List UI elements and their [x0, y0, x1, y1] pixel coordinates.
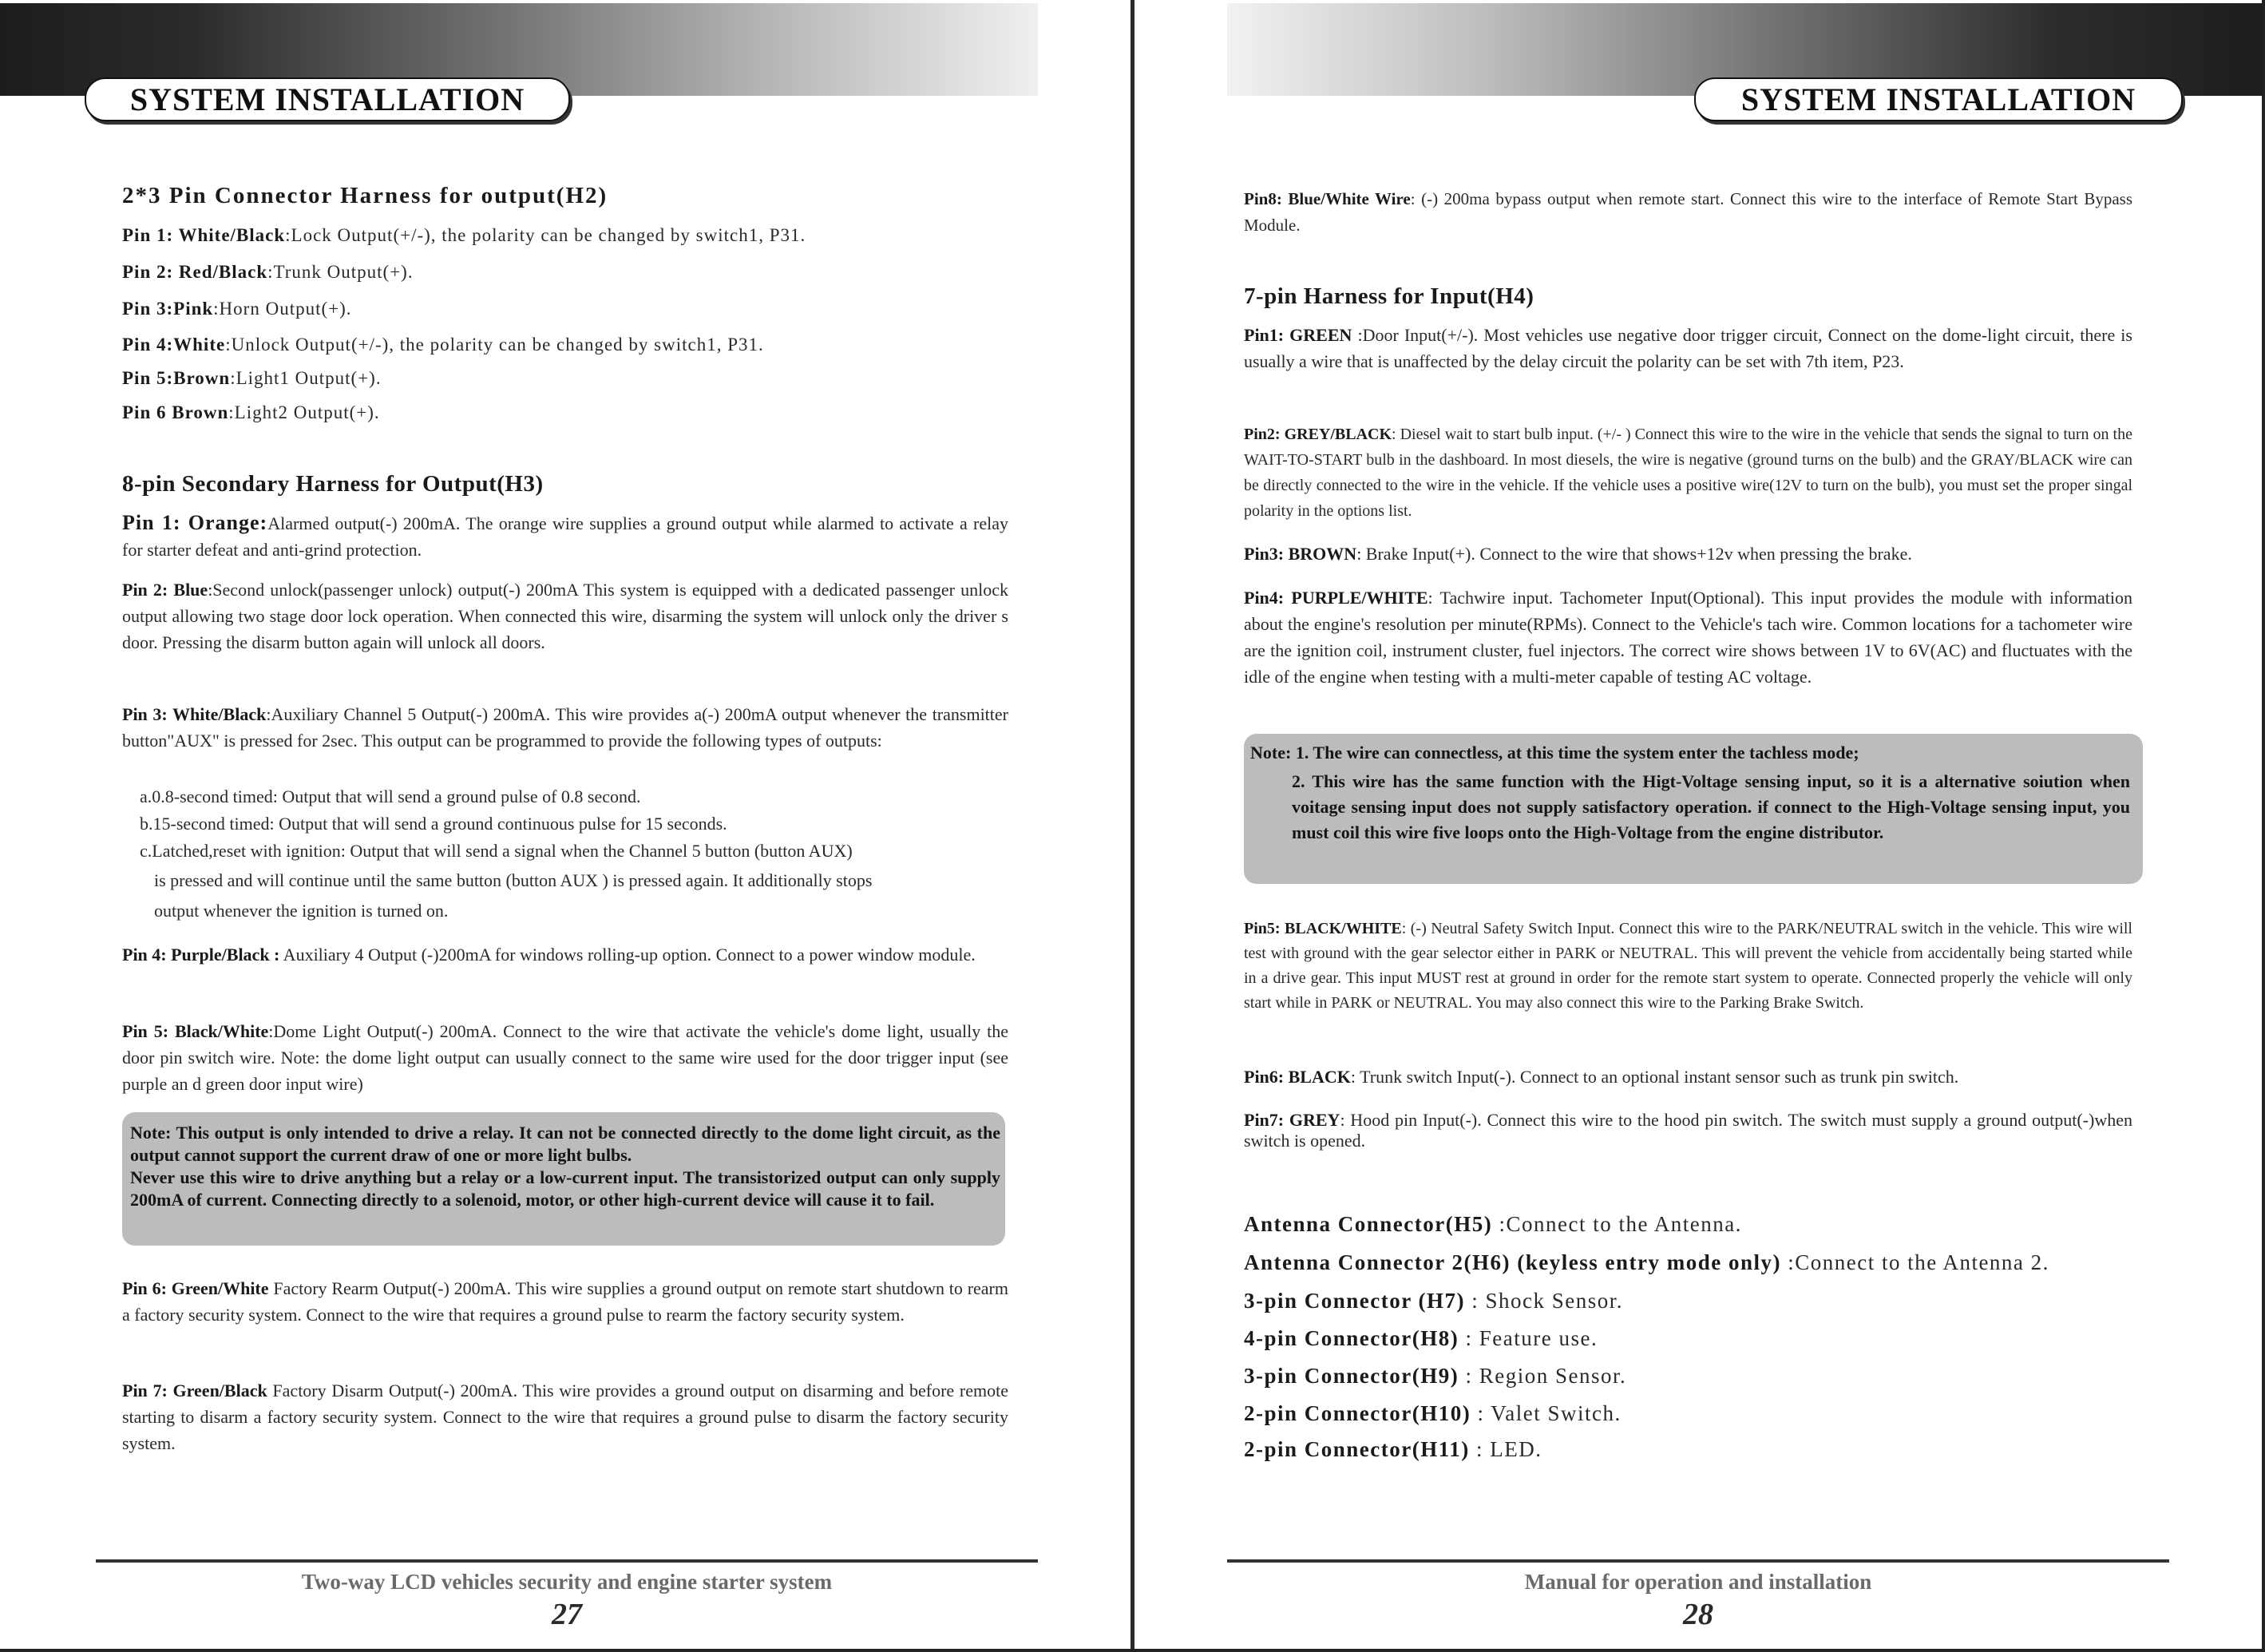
- pin-label: Pin8: Blue/White Wire: [1244, 189, 1411, 208]
- pin-label: Pin 2: Blue: [122, 580, 208, 600]
- h4-pin-1: [1244, 322, 2132, 374]
- h4-pin-7: [1244, 1110, 2132, 1151]
- pin8-blue-white: [1244, 186, 2132, 239]
- heading-h3: 8-pin Secondary Harness for Output(H3): [122, 471, 544, 497]
- footer-text: Manual for operation and installation: [1524, 1570, 1872, 1594]
- connector-label: 2-pin Connector(H10): [1244, 1401, 1471, 1425]
- connector-h9: [1244, 1364, 1626, 1389]
- pin-text: : Hood pin Input(-). Connect this wire to the hood pin switch. The switch must supply a ground output(-)when switch is opened.: [1244, 1110, 2132, 1151]
- pin-label: Pin4: PURPLE/WHITE: [1244, 588, 1428, 608]
- h4-pin-5: [1244, 917, 2132, 1016]
- note-line-2: Never use this wire to drive anything but a relay or a low-current input. The transistorized output can only supply 200mA of current. Connecting directly to a solenoid, motor, or other high-current device will cause it to fail.: [130, 1167, 1000, 1210]
- h2-pin-4: [122, 335, 764, 355]
- relay-warning-note: [122, 1112, 1005, 1246]
- note-item-2: 2. This wire has the same function with the Higt-Voltage sensing input, so it is a alternative soiution when voitage sensing input does not supply satisfactory operation. if connect to the High-Voltage sensing input, you must coil this wire five loops onto the High-Voltage from the engine distributor.: [1292, 771, 2130, 842]
- note-line-1: Note: This output is only intended to drive a relay. It can not be connected directly to the dome light circuit, as the output cannot support the current draw of one or more light bulbs.: [130, 1123, 1000, 1165]
- pin-label: Pin 3:Pink: [122, 299, 214, 319]
- pin-text: Factory Rearm Output(-) 200mA. This wire supplies a ground output on remote start shutdown to rearm a factory security system. Connect to the wire that requires a ground pulse to rearm the factory security system.: [122, 1278, 1008, 1325]
- heading-h4: 7-pin Harness for Input(H4): [1244, 283, 1534, 309]
- pin-label: Pin3: BROWN: [1244, 544, 1357, 564]
- pin-label: Pin 6: Green/White: [122, 1278, 269, 1298]
- pin-text: :Second unlock(passenger unlock) output(-) 200mA This system is equipped with a dedicated passenger unlock output allowing two stage door lock operation. When connected this wire, disarming the system will unlock only the driver s door. Pressing the disarm button again will unlock all doors.: [122, 580, 1008, 652]
- connector-label: 3-pin Connector(H9): [1244, 1364, 1459, 1388]
- pin3-option-c-cont: is pressed and will continue until the same button (button AUX ) is pressed again. It additionally stops: [154, 870, 873, 890]
- page-number: 27: [552, 1598, 582, 1631]
- h4-pin-6: [1244, 1064, 2132, 1090]
- page-number: 28: [1683, 1598, 1713, 1631]
- pin-label: Pin1: GREEN: [1244, 325, 1352, 345]
- pin-text: :Unlock Output(+/-), the polarity can be changed by switch1, P31.: [225, 335, 764, 355]
- pin-text: Auxiliary 4 Output (-)200mA for windows rolling-up option. Connect to a power window module.: [279, 945, 976, 965]
- connector-h8: [1244, 1326, 1598, 1351]
- pin-text: :Dome Light Output(-) 200mA. Connect to the wire that activate the vehicle's dome light, usually the door pin switch wire. Note: the dome light output can usually connect to the same wire used for the door trigger input (see purple an d green door input wire): [122, 1021, 1008, 1094]
- tach-note: [1244, 734, 2143, 884]
- note-item-1: 1. The wire can connectless, at this time the system enter the tachless mode;: [1295, 743, 1859, 763]
- connector-text: : Valet Switch.: [1471, 1401, 1622, 1425]
- section-title: SYSTEM INSTALLATION: [1740, 81, 2136, 117]
- pin-label: Pin 4: Purple/Black :: [122, 945, 280, 965]
- right-border: [2262, 0, 2265, 1652]
- pin-text: :Auxiliary Channel 5 Output(-) 200mA. This wire provides a(-) 200mA output whenever the transmitter button"AUX" is pressed for 2sec. This output can be programmed to provide the following types of outputs:: [122, 704, 1008, 751]
- pin-label: Pin2: GREY/BLACK: [1244, 426, 1392, 443]
- pin-label: Pin 5:Brown: [122, 368, 231, 388]
- pin3-option-b: b.15-second timed: Output that will send a ground continuous pulse for 15 seconds.: [140, 814, 727, 834]
- connector-h6: [1244, 1250, 2049, 1275]
- connector-text: :Connect to the Antenna.: [1492, 1212, 1742, 1236]
- pin-label: Pin 5: Black/White: [122, 1021, 269, 1041]
- h3-pin-7: [122, 1377, 1008, 1456]
- h3-pin-5: [122, 1018, 1008, 1097]
- connector-text: : LED.: [1469, 1437, 1542, 1461]
- h3-pin-6: [122, 1275, 1008, 1328]
- h4-pin-4: [1244, 584, 2132, 690]
- connector-h5: [1244, 1212, 1742, 1237]
- pin-text: : Diesel wait to start bulb input. (+/- ) Connect this wire to the wire in the vehicle that sends the signal to turn on the WAIT-TO-START bulb in the dashboard. In most diesels, the wire is negative (ground turns on the bulb) and the GRAY/BLACK wire can be directly connected to the wire in the vehicle. If the vehicle uses a positive wire(12V to turn on the bulb), you must set the proper singal polarity in the options list.: [1244, 426, 2132, 520]
- connector-label: 3-pin Connector (H7): [1244, 1289, 1465, 1313]
- pin-text: :Trunk Output(+).: [267, 262, 414, 282]
- pin-text: :Door Input(+/-). Most vehicles use negative door trigger circuit, Connect on the dome-light circuit, there is usually a wire that is unaffected by the delay circuit the polarity can be set with 7th item, P23.: [1244, 325, 2132, 371]
- connector-h10: [1244, 1401, 1622, 1426]
- pin-text: :Lock Output(+/-), the polarity can be changed by switch1, P31.: [285, 225, 806, 245]
- bottom-border: [0, 1649, 2265, 1652]
- page-27: [0, 0, 1131, 1652]
- footer-rule: [1227, 1559, 2169, 1563]
- pin-label: Pin 6 Brown: [122, 402, 229, 422]
- pin-label: Pin 1: White/Black: [122, 225, 286, 245]
- h4-pin-2: [1244, 422, 2132, 524]
- heading-h2: 2*3 Pin Connector Harness for output(H2): [122, 183, 608, 208]
- pin-text: : (-) Neutral Safety Switch Input. Connect this wire to the PARK/NEUTRAL switch in the vehicle. This wire will test with ground with the gear selector either in PARK or NEUTRAL. This will prevent the vehicle from accidentally being started while in a drive gear. This input MUST rest at ground in order for the remote start system to operate. Connected properly the vehicle will only start while in PARK or NEUTRAL. You may also connect this wire to the Parking Brake Switch.: [1244, 920, 2132, 1012]
- pin-label: Pin 3: White/Black: [122, 704, 267, 724]
- h2-pin-1: [122, 225, 806, 246]
- pin3-option-c: c.Latched,reset with ignition: Output that will send a signal when the Channel 5 button (button AUX): [140, 841, 853, 861]
- h4-pin-3: [1244, 541, 2132, 567]
- pin-text: :Horn Output(+).: [213, 299, 352, 319]
- pin-text: : Tachwire input. Tachometer Input(Optional). This input provides the module with information about the engine's resolution per minute(RPMs). Connect to the Vehicle's tach wire. Common locations for a tachometer wire are the ignition coil, instrument cluster, fuel injectors. The correct wire shows between 1V to 6V(AC) and fluctuates with the idle of the engine when testing with a multi-meter capable of testing AC voltage.: [1244, 588, 2132, 687]
- pin-label: Pin 2: Red/Black: [122, 262, 268, 282]
- section-title: SYSTEM INSTALLATION: [129, 81, 525, 117]
- h3-pin-4: [122, 939, 1008, 971]
- pin3-option-c-end: output whenever the ignition is turned on.: [154, 901, 449, 921]
- pin-label: Pin6: BLACK: [1244, 1067, 1351, 1087]
- pin3-option-a: a.0.8-second timed: Output that will send a ground pulse of 0.8 second.: [140, 786, 641, 806]
- pin-text: : Brake Input(+). Connect to the wire that shows+12v when pressing the brake.: [1356, 544, 1912, 564]
- h2-pin-3: [122, 299, 352, 319]
- connector-text: :Connect to the Antenna 2.: [1780, 1250, 2049, 1274]
- connector-label: Antenna Connector(H5): [1244, 1212, 1493, 1236]
- note-label: Note:: [1250, 743, 1292, 763]
- pin-label: Pin5: BLACK/WHITE: [1244, 920, 1402, 937]
- pin-label: Pin 7: Green/Black: [122, 1381, 267, 1400]
- pin-label: Pin7: GREY: [1244, 1110, 1340, 1130]
- h2-pin-2: [122, 262, 414, 283]
- pin-text: :Light1 Output(+).: [230, 368, 382, 388]
- pin-text: Alarmed output(-) 200mA. The orange wire supplies a ground output while alarmed to activate a relay for starter defeat and anti-grind protection.: [122, 513, 1008, 560]
- connector-text: : Feature use.: [1459, 1326, 1598, 1350]
- connector-text: : Region Sensor.: [1459, 1364, 1627, 1388]
- connector-label: 4-pin Connector(H8): [1244, 1326, 1459, 1350]
- pin-text: Factory Disarm Output(-) 200mA. This wire provides a ground output on disarming and before remote starting to disarm a factory security system. Connect to the wire that requires a ground pulse to disarm the factory security system.: [122, 1381, 1008, 1453]
- connector-h11: [1244, 1437, 1542, 1462]
- section-title-pill: [85, 77, 570, 121]
- connector-label: Antenna Connector 2(H6) (keyless entry mode only): [1244, 1250, 1781, 1274]
- page-28: [1134, 0, 2262, 1652]
- connector-h7: [1244, 1289, 1623, 1313]
- pin-text: :Light2 Output(+).: [228, 402, 380, 422]
- footer-text: Two-way LCD vehicles security and engine starter system: [301, 1570, 833, 1594]
- section-title-pill: [1694, 77, 2183, 121]
- h3-pin-2: [122, 576, 1008, 656]
- pin-text: : Trunk switch Input(-). Connect to an optional instant sensor such as trunk pin switch.: [1350, 1067, 1959, 1087]
- h3-pin-1: [122, 509, 1008, 563]
- h3-pin-3: [122, 701, 1008, 754]
- h2-pin-6: [122, 402, 380, 423]
- h2-pin-5: [122, 368, 382, 389]
- footer-rule: [96, 1559, 1038, 1563]
- connector-text: : Shock Sensor.: [1465, 1289, 1624, 1313]
- connector-label: 2-pin Connector(H11): [1244, 1437, 1470, 1461]
- pin-label: Pin 1: Orange:: [122, 511, 268, 534]
- pin-text: : (-) 200ma bypass output when remote start. Connect this wire to the interface of Remote Start Bypass Module.: [1244, 189, 2132, 235]
- pin-label: Pin 4:White: [122, 335, 226, 355]
